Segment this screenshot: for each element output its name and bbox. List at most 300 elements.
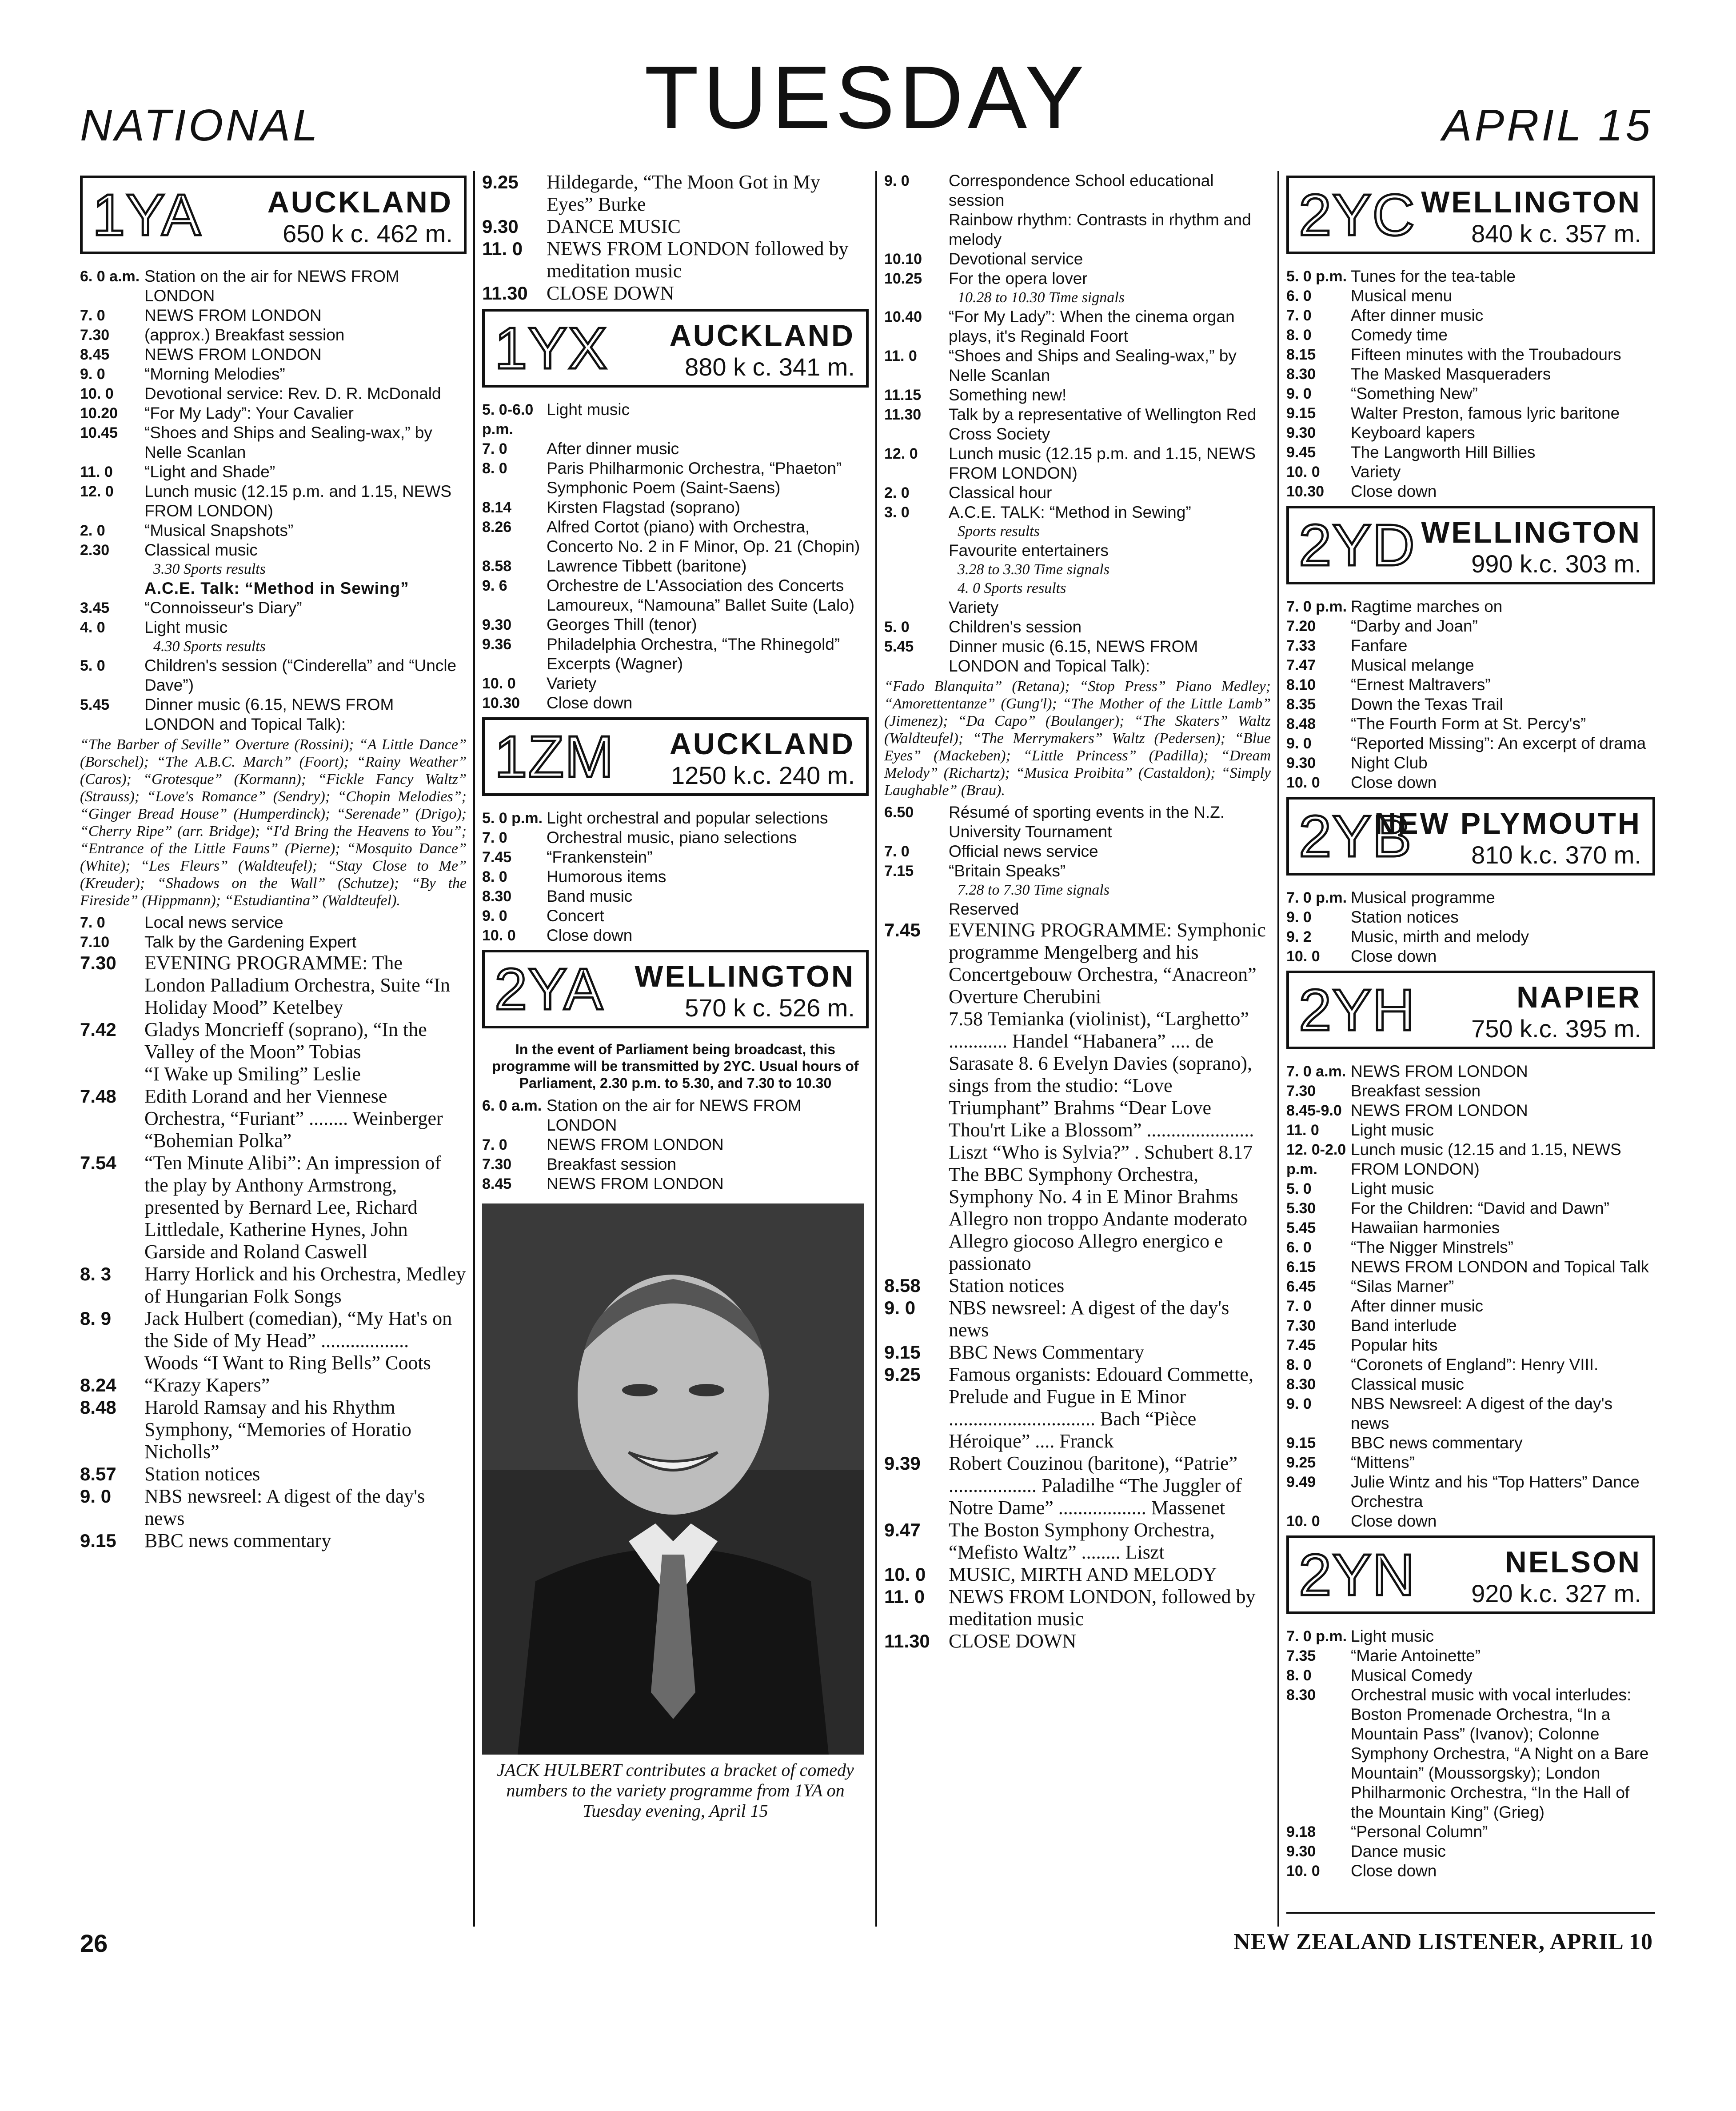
programme-title: NEWS FROM LONDON, followed by meditation music	[949, 1586, 1256, 1630]
programme-item	[80, 598, 467, 618]
programme-item	[1286, 325, 1655, 345]
programme-time: 5. 0 p.m.	[1286, 268, 1347, 285]
programme-time: 11.30	[884, 406, 922, 423]
programme-title: Robert Couzinou (baritone), “Patrie” .................. Paladilhe “The Juggler of Notre Dame” .................. Massenet	[949, 1452, 1242, 1519]
programme-item	[884, 483, 1271, 503]
programme-time: 3. 0	[884, 504, 910, 521]
programme-title: “Reported Missing”: An excerpt of drama	[1351, 734, 1646, 752]
programme-title: Breakfast session	[1351, 1082, 1481, 1100]
programme-item	[1286, 1140, 1655, 1179]
programme-item	[884, 919, 1271, 1008]
programme-item	[1286, 1277, 1655, 1296]
programme-title: Philadelphia Orchestra, “The Rhinegold” Excerpts (Wagner)	[547, 635, 840, 673]
programme-item	[1286, 908, 1655, 927]
programme-title: Close down	[1351, 1512, 1437, 1530]
programme-title: Harold Ramsay and his Rhythm Symphony, “Memories of Horatio Nicholls”	[144, 1396, 411, 1463]
programme-title: Light music	[547, 400, 630, 419]
programme-time: 7.47	[1286, 657, 1316, 674]
column-3	[884, 171, 1271, 1927]
programme-time: 8. 3	[80, 1263, 112, 1284]
programme-item	[80, 913, 467, 932]
programme-title: BBC news commentary	[144, 1530, 331, 1551]
programme-time: 9.25	[1286, 1454, 1316, 1471]
programme-time: 9. 0	[884, 1297, 916, 1318]
programme-time: 11.15	[884, 387, 922, 404]
programme-time: 10.45	[80, 424, 118, 441]
programme-title: “For My Lady”: Your Cavalier	[144, 404, 354, 422]
programme-title: CLOSE DOWN	[949, 1630, 1077, 1652]
programme-item	[1286, 656, 1655, 675]
programme-time	[80, 1063, 144, 1085]
programme-title: Résumé of sporting events in the N.Z. University Tournament	[949, 803, 1225, 841]
programme-item	[1286, 1316, 1655, 1335]
programme-item	[1286, 1472, 1655, 1511]
programme-time: 7.15	[884, 863, 914, 880]
programme-item	[482, 400, 869, 439]
programme-time: 9. 0	[482, 908, 507, 924]
page-footer	[80, 1929, 1653, 1969]
programme-item	[884, 637, 1271, 676]
programme-time: 9. 0	[80, 366, 105, 383]
programme-title: Light music	[144, 618, 228, 636]
station-box-1yx	[482, 309, 869, 388]
programme-time: 7.33	[1286, 637, 1316, 654]
programme-item	[1286, 306, 1655, 325]
programme-title: Hildegarde, “The Moon Got in My Eyes” Burke	[547, 171, 820, 215]
programme-item	[1286, 1685, 1655, 1822]
programme-item	[482, 848, 869, 867]
programme-title: Orchestre de L'Association des Concerts Lamoureux, “Namouna” Ballet Suite (Lalo)	[547, 576, 855, 614]
programme-item	[80, 345, 467, 364]
programme-item	[80, 932, 467, 952]
programme-time: 7.30	[80, 327, 110, 344]
programme-item	[1286, 1081, 1655, 1101]
programme-item	[1286, 1394, 1655, 1433]
programme-time: 10. 0	[884, 1564, 926, 1585]
programme-time: 9. 0	[1286, 1395, 1312, 1412]
programme-title: “Something New”	[1351, 384, 1478, 403]
programme-item	[482, 556, 869, 576]
programme-item	[884, 269, 1271, 288]
programme-time: 10. 0	[1286, 1513, 1320, 1530]
programme-item	[80, 325, 467, 345]
programme-item	[1286, 462, 1655, 482]
programme-item	[1286, 364, 1655, 384]
station-callsign: 1YA	[92, 182, 202, 248]
programme-title: Edith Lorand and her Viennese Orchestra, “Furiant” ........ Weinberger “Bohemian Polka”	[144, 1085, 443, 1151]
programme-title: Kirsten Flagstad (soprano)	[547, 498, 740, 516]
programme-item	[482, 828, 869, 848]
programme-title: “Krazy Kapers”	[144, 1374, 270, 1396]
programme-title: NEWS FROM LONDON	[1351, 1101, 1528, 1119]
programme-item	[80, 306, 467, 325]
programme-title: Georges Thill (tenor)	[547, 616, 697, 634]
programme-item	[482, 1155, 869, 1174]
programme-list	[80, 267, 467, 560]
programme-item	[80, 404, 467, 423]
programme-item	[80, 267, 467, 306]
programme-time: 11. 0	[482, 238, 523, 259]
station-city: WELLINGTON	[1421, 185, 1641, 219]
programme-item	[884, 1630, 1271, 1652]
programme-time: 7.45	[1286, 1337, 1316, 1354]
programme-item	[1286, 1199, 1655, 1218]
programme-item: Variety	[949, 598, 999, 616]
station-city: NAPIER	[1517, 980, 1641, 1014]
station-callsign: 2YH	[1299, 977, 1416, 1043]
programme-item	[482, 1135, 869, 1155]
programme-title: Orchestral music, piano selections	[547, 828, 797, 847]
programme-item	[884, 1341, 1271, 1363]
sub-note: Sports results	[958, 523, 1040, 540]
programme-time: 8.48	[1286, 716, 1316, 732]
programme-title: Concert	[547, 907, 604, 925]
programme-title: Gladys Moncrieff (soprano), “In the Valley of the Moon” Tobias	[144, 1019, 427, 1063]
programme-title: Paris Philharmonic Orchestra, “Phaeton” Symphonic Poem (Saint-Saens)	[547, 459, 842, 497]
programme-time: 11.30	[884, 1631, 930, 1651]
programme-time: 8. 0	[482, 868, 507, 885]
programme-item	[80, 1063, 467, 1085]
programme-time: 6. 0 a.m.	[80, 268, 140, 285]
programme-item	[80, 1263, 467, 1307]
programme-time: 9.15	[1286, 1435, 1316, 1451]
programme-time: 7.48	[80, 1086, 116, 1107]
programme-title: Station on the air for NEWS FROM LONDON	[547, 1096, 802, 1134]
programme-time: 10.30	[482, 695, 520, 712]
programme-item	[1286, 1627, 1655, 1646]
programme-item	[80, 462, 467, 482]
programme-item	[884, 861, 1271, 881]
programme-item	[80, 423, 467, 462]
programme-time: 9. 0	[1286, 909, 1312, 926]
programme-item: Rainbow rhythm: Contrasts in rhythm and melody	[949, 211, 1251, 248]
programme-list	[1286, 1062, 1655, 1531]
programme-time: 8.57	[80, 1463, 116, 1484]
programme-item	[884, 1208, 1271, 1275]
programme-list	[884, 617, 1271, 676]
programme-item	[1286, 636, 1655, 656]
programme-time: 5.45	[80, 696, 110, 713]
programme-time: 10. 0	[1286, 774, 1320, 791]
programme-title: Close down	[1351, 773, 1437, 792]
programme-item	[80, 521, 467, 540]
programme-list	[1286, 597, 1655, 792]
programme-time: 8.14	[482, 499, 512, 516]
programme-time: 9.30	[482, 616, 512, 633]
programme-item	[884, 1586, 1271, 1630]
programme-title: Dinner music (6.15, NEWS FROM LONDON and Topical Talk):	[949, 637, 1198, 675]
programme-title: Famous organists: Edouard Commette, Prelude and Fugue in E Minor .............................. Bach “Pièce Héroique” .... Franck	[949, 1363, 1254, 1452]
programme-time: 12. 0	[80, 483, 114, 500]
programme-time: 8.45-9.0	[1286, 1102, 1342, 1119]
programme-time: 11. 0	[884, 348, 917, 364]
programme-title: EVENING PROGRAMME: The London Palladium Orchestra, Suite “In Holiday Mood” Ketelbey	[144, 952, 450, 1018]
sub-note: 4. 0 Sports results	[958, 580, 1066, 596]
programme-item	[1286, 482, 1655, 501]
programme-title: Night Club	[1351, 754, 1428, 772]
programme-item	[482, 615, 869, 635]
programme-item: Reserved	[949, 900, 1019, 918]
programme-item	[482, 693, 869, 713]
programme-title: NEWS FROM LONDON and Topical Talk	[1351, 1258, 1649, 1276]
programme-time: 5. 0-6.0 p.m.	[482, 401, 534, 438]
programme-title: Harry Horlick and his Orchestra, Medley of Hungarian Folk Songs	[144, 1263, 466, 1307]
programme-item	[80, 1485, 467, 1530]
parliament-note: In the event of Parliament being broadcast, this programme will be transmitted by 2YC. Usual hours of Parliament, 2.30 p.m. to 5.30, and 7.30 to 10.30	[492, 1041, 859, 1091]
station-city: NEW PLYMOUTH	[1374, 807, 1641, 840]
station-frequency: 650 k c. 462 m.	[283, 220, 453, 248]
station-callsign: 2YC	[1299, 182, 1416, 248]
programme-time: 8.30	[482, 888, 512, 905]
programme-time: 5. 0	[1286, 1180, 1312, 1197]
programme-time: 5. 0	[80, 657, 105, 674]
programme-title: Musical Comedy	[1351, 1666, 1473, 1684]
programme-time: 6.45	[1286, 1278, 1316, 1295]
programme-time: 7.10	[80, 934, 110, 951]
station-frequency: 880 k c. 341 m.	[685, 353, 855, 381]
programme-title: Correspondence School educational session	[949, 172, 1214, 209]
network-label: NATIONAL	[80, 100, 320, 150]
programme-title: NBS Newsreel: A digest of the day's news	[1351, 1395, 1613, 1432]
programme-item	[482, 1174, 869, 1194]
programme-item	[884, 307, 1271, 346]
programme-time: 10.20	[80, 405, 118, 422]
programme-item	[482, 459, 869, 498]
programme-title: For the opera lover	[949, 269, 1088, 288]
station-frequency: 990 k.c. 303 m.	[1471, 550, 1641, 578]
programme-item	[1286, 1453, 1655, 1472]
programme-time: 11. 0	[1286, 1122, 1319, 1139]
programme-item	[1286, 443, 1655, 462]
programme-item	[1286, 1861, 1655, 1881]
programme-list	[1286, 1627, 1655, 1881]
programme-item	[1286, 714, 1655, 734]
programme-time: 10.40	[884, 308, 922, 325]
programme-title: Jack Hulbert (comedian), “My Hat's on the Side of My Head” .................. Woods “I Want to Ring Bells” Coots	[144, 1307, 452, 1374]
programme-title: Lunch music (12.15 p.m. and 1.15, NEWS FROM LONDON)	[144, 482, 452, 520]
programme-item	[1286, 753, 1655, 773]
station-box-1ya	[80, 176, 467, 254]
programme-time: 9.47	[884, 1519, 921, 1540]
programme-item	[884, 1008, 1271, 1208]
programme-time: 10. 0	[482, 675, 516, 692]
programme-item	[482, 439, 869, 459]
programme-item	[1286, 927, 1655, 947]
programme-title: Station on the air for NEWS FROM LONDON	[144, 267, 399, 305]
programme-item	[482, 216, 869, 238]
programme-time: 10. 0	[80, 385, 114, 402]
programme-title: Variety	[547, 674, 597, 692]
programme-time: 8.26	[482, 519, 512, 536]
programme-title: The Boston Symphony Orchestra, “Mefisto Waltz” ........ Liszt	[949, 1519, 1215, 1563]
programme-title: Station notices	[1351, 908, 1459, 926]
programme-item	[884, 444, 1271, 483]
portrait-illustration	[482, 1203, 864, 1755]
programme-item	[80, 1374, 467, 1396]
programme-item	[80, 695, 467, 734]
programme-time: 7. 0	[482, 440, 507, 457]
programme-item	[884, 1519, 1271, 1563]
programme-item	[1286, 1257, 1655, 1277]
station-frequency: 840 k c. 357 m.	[1471, 220, 1641, 248]
programme-time: 7.45	[884, 920, 921, 940]
programme-title: Musical menu	[1351, 287, 1453, 305]
programme-time: 9. 0	[884, 172, 910, 189]
programme-item: A.C.E. Talk: “Method in Sewing”	[144, 579, 409, 597]
programme-item	[884, 249, 1271, 269]
programme-title: Humorous items	[547, 868, 666, 886]
programme-item	[1286, 404, 1655, 423]
programme-time: 7.54	[80, 1152, 116, 1173]
programme-time: 9.18	[1286, 1823, 1316, 1840]
programme-time: 8. 9	[80, 1308, 112, 1329]
programme-title: Close down	[547, 694, 633, 712]
programme-title: “Morning Melodies”	[144, 365, 285, 383]
programme-item	[1286, 597, 1655, 616]
station-callsign: 2YN	[1299, 1542, 1416, 1607]
programme-title: The Masked Masqueraders	[1351, 365, 1551, 383]
programme-title: “The Nigger Minstrels”	[1351, 1238, 1513, 1256]
programme-time: 9.15	[1286, 405, 1316, 422]
programme-item	[884, 1563, 1271, 1586]
programme-title: After dinner music	[1351, 306, 1484, 324]
programme-title: Station notices	[949, 1275, 1065, 1296]
programme-time: 2.30	[80, 542, 110, 559]
station-frequency: 570 k c. 526 m.	[685, 994, 855, 1022]
programme-title: “For My Lady”: When the cinema organ plays, it's Reginald Foort	[949, 308, 1235, 345]
programme-title: DANCE MUSIC	[547, 216, 681, 237]
station-callsign: 2YA	[495, 956, 604, 1022]
programme-time: 12. 0-2.0 p.m.	[1286, 1141, 1346, 1178]
programme-item	[1286, 773, 1655, 792]
programme-item	[482, 808, 869, 828]
programme-item	[1286, 675, 1655, 695]
programme-time: 7. 0	[482, 1136, 507, 1153]
station-box-2yc	[1286, 176, 1655, 254]
column-2	[482, 171, 869, 1927]
station-city: WELLINGTON	[1421, 516, 1641, 549]
programme-item	[482, 576, 869, 615]
programme-item	[1286, 734, 1655, 753]
programme-item	[1286, 1433, 1655, 1453]
programme-list	[884, 249, 1271, 288]
programme-time: 8. 0	[1286, 1356, 1312, 1373]
programme-time: 9. 0	[80, 1486, 112, 1507]
programme-item	[884, 405, 1271, 444]
station-box-2yb	[1286, 797, 1655, 876]
programme-item	[1286, 1335, 1655, 1355]
programme-item	[1286, 616, 1655, 636]
programme-title: NBS newsreel: A digest of the day's news	[949, 1297, 1229, 1341]
programme-time: 8.48	[80, 1397, 116, 1418]
programme-item	[482, 906, 869, 926]
programme-title: “Coronets of England”: Henry VIII.	[1351, 1355, 1599, 1374]
programme-time: 7.30	[80, 952, 116, 973]
station-box-2ya	[482, 950, 869, 1028]
programme-time: 11. 0	[884, 1586, 925, 1607]
programme-time: 9. 0	[1286, 385, 1312, 402]
programme-item	[1286, 1101, 1655, 1120]
sub-note: 10.28 to 10.30 Time signals	[958, 289, 1125, 306]
programme-time: 2. 0	[884, 484, 910, 501]
programme-item	[482, 674, 869, 693]
programme-time: 10. 0	[1286, 1863, 1320, 1879]
programme-title: Children's session	[949, 618, 1082, 636]
programme-title: “Shoes and Ships and Sealing-wax,” by Nelle Scanlan	[949, 347, 1237, 384]
programme-item	[1286, 423, 1655, 443]
programme-list	[884, 307, 1271, 522]
programme-list	[1286, 267, 1655, 501]
programme-time: 9.30	[482, 216, 519, 237]
programme-time: 12. 0	[884, 445, 918, 462]
programme-title: The Langworth Hill Billies	[1351, 443, 1536, 461]
programme-time: 7.30	[1286, 1317, 1316, 1334]
programme-time: 7. 0	[80, 307, 105, 324]
page-header	[80, 48, 1653, 169]
programme-title: Local news service	[144, 913, 283, 932]
programme-item: Favourite entertainers	[949, 541, 1109, 560]
programme-item	[1286, 345, 1655, 364]
programme-item	[482, 238, 869, 282]
programme-time: 7. 0 a.m.	[1286, 1063, 1346, 1080]
programme-title: “Ten Minute Alibi”: An impression of the play by Anthony Armstrong, presented by Bernard Lee, Richard Littledale, Katherine Hynes, John Garside and Roland Caswell	[144, 1152, 441, 1263]
programme-title: “Ernest Maltravers”	[1351, 676, 1491, 694]
programme-time: 10.10	[884, 251, 922, 268]
programme-item	[1286, 1238, 1655, 1257]
programme-time: 7. 0	[1286, 307, 1312, 324]
programme-item	[80, 1019, 467, 1063]
station-box-2yn	[1286, 1535, 1655, 1614]
programme-item	[884, 803, 1271, 842]
programme-item	[80, 1307, 467, 1374]
programme-time: 2. 0	[80, 522, 105, 539]
programme-title: Variety	[1351, 463, 1401, 481]
programme-time: 10. 0	[1286, 464, 1320, 480]
programme-item	[884, 617, 1271, 637]
programme-title: Musical programme	[1351, 888, 1495, 907]
programme-title: Allegro non troppo Andante moderato Allegro giocoso Allegro energico e passionato	[949, 1208, 1248, 1274]
programme-time: 3.45	[80, 600, 110, 616]
station-callsign: 2YB	[1299, 804, 1413, 869]
programme-time: 8.30	[1286, 1376, 1316, 1393]
programme-title: Classical music	[1351, 1375, 1464, 1393]
programme-title: A.C.E. TALK: “Method in Sewing”	[949, 503, 1191, 521]
programme-item	[1286, 1375, 1655, 1394]
programme-title: “Shoes and Ships and Sealing-wax,” by Nelle Scanlan	[144, 424, 432, 461]
programme-item	[80, 952, 467, 1019]
programme-time: 9.25	[884, 1364, 921, 1385]
programme-title: Down the Texas Trail	[1351, 695, 1503, 713]
station-callsign: 2YD	[1299, 512, 1416, 578]
programme-list	[482, 1096, 869, 1194]
programme-time: 5.45	[884, 638, 914, 655]
programme-title: Popular hits	[1351, 1336, 1438, 1354]
programme-time: 8.24	[80, 1375, 116, 1395]
programme-item	[1286, 1646, 1655, 1666]
programme-title: NEWS FROM LONDON	[1351, 1062, 1528, 1080]
programme-time: 7.42	[80, 1019, 116, 1040]
programme-time: 7.45	[482, 849, 512, 866]
programme-title: NEWS FROM LONDON	[547, 1135, 724, 1154]
programme-title: Tunes for the tea-table	[1351, 267, 1516, 285]
programme-time: 11. 0	[80, 464, 113, 480]
programme-item	[884, 385, 1271, 405]
programme-item	[884, 346, 1271, 385]
programme-item	[884, 1363, 1271, 1452]
programme-title: 7.58 Temianka (violinist), “Larghetto” ............ Handel “Habanera” .... de Sarasate 8. 6 Evelyn Davies (soprano), sings from the studio: “Love Triumphant” Brahms “Dear Love Thou'rt Like a Blossom” ...................... Liszt “Who is Sylvia?” . Schubert 8.17 The BBC Symphony Orchestra, Symphony No. 4 in E Minor Brahms	[949, 1008, 1254, 1207]
station-city: NELSON	[1505, 1545, 1641, 1579]
photo-caption: JACK HULBERT contributes a bracket of comedy numbers to the variety programme from 1YA on Tuesday evening, April 15	[497, 1760, 854, 1821]
